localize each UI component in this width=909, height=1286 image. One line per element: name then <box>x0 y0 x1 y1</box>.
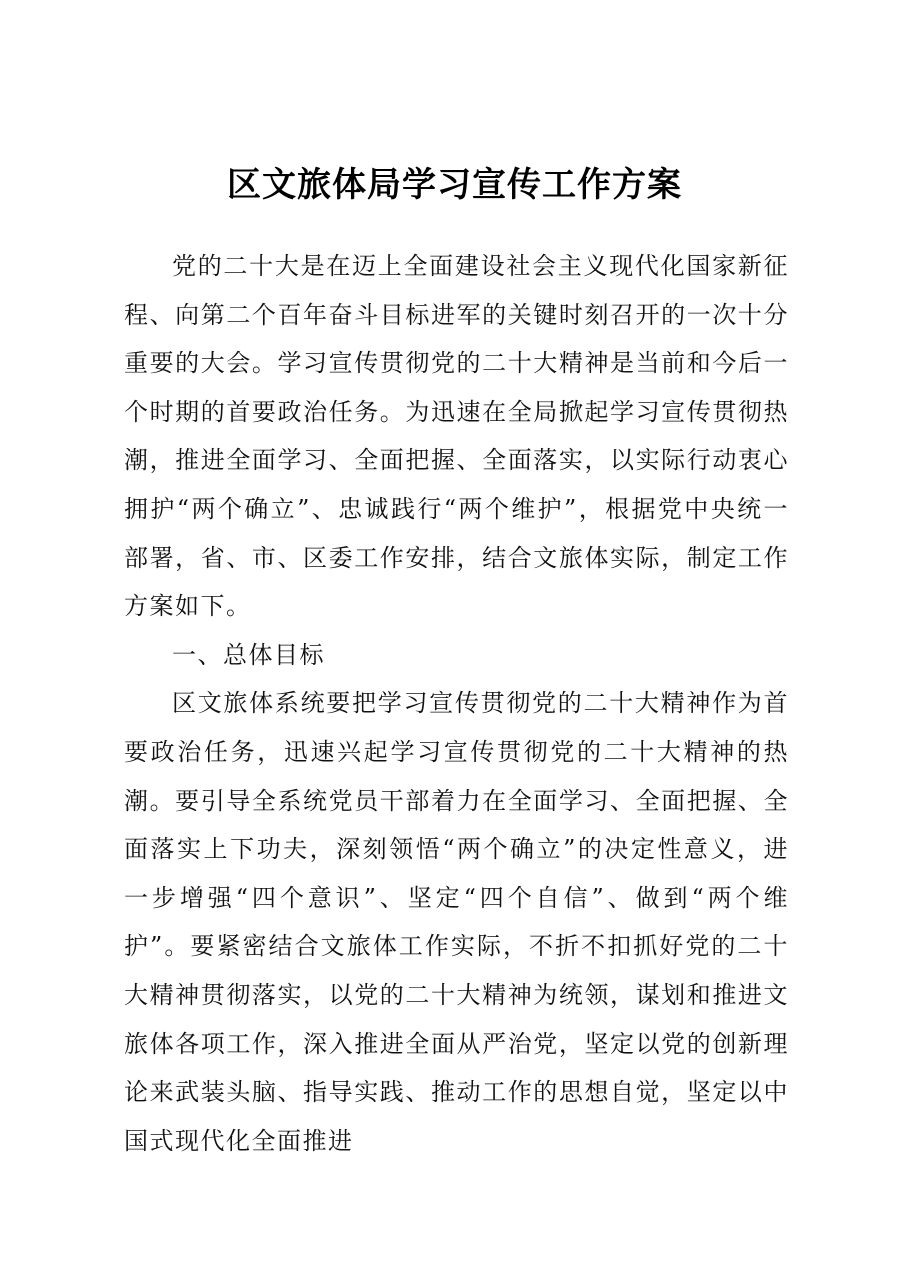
document-title: 区文旅体局学习宣传工作方案 <box>227 165 682 205</box>
document-body <box>124 242 789 1165</box>
paragraph-overall-goal: 区文旅体系统要把学习宣传贯彻党的二十大精神作为首要政治任务，迅速兴起学习宣传贯彻党的二十大精神的热潮。要引导全系统党员干部着力在全面学习、全面把握、全面落实上下功夫，深刻领悟“两个确立”的决定性意义，进一步增强“四个意识”、坚定“四个自信”、做到“两个维护”。要紧密结合文旅体工作实际，不折不扣抓好党的二十大精神贯彻落实，以党的二十大精神为统领，谋划和推进文旅体各项工作，深入推进全面从严治党，坚定以党的创新理论来武装头脑、指导实践、推动工作的思想自觉，坚定以中国式现代化全面推进 <box>124 689 789 1155</box>
section-heading-overall-goal: 一、总体目标 <box>172 640 325 669</box>
paragraph-intro: 党的二十大是在迈上全面建设社会主义现代化国家新征程、向第二个百年奋斗目标进军的关键时刻召开的一次十分重要的大会。学习宣传贯彻党的二十大精神是当前和今后一个时期的首要政治任务。为迅速在全局掀起学习宣传贯彻热潮，推进全面学习、全面把握、全面落实，以实际行动衷心拥护“两个确立”、忠诚践行“两个维护”，根据党中央统一部署，省、市、区委工作安排，结合文旅体实际，制定工作方案如下。 <box>124 252 789 621</box>
